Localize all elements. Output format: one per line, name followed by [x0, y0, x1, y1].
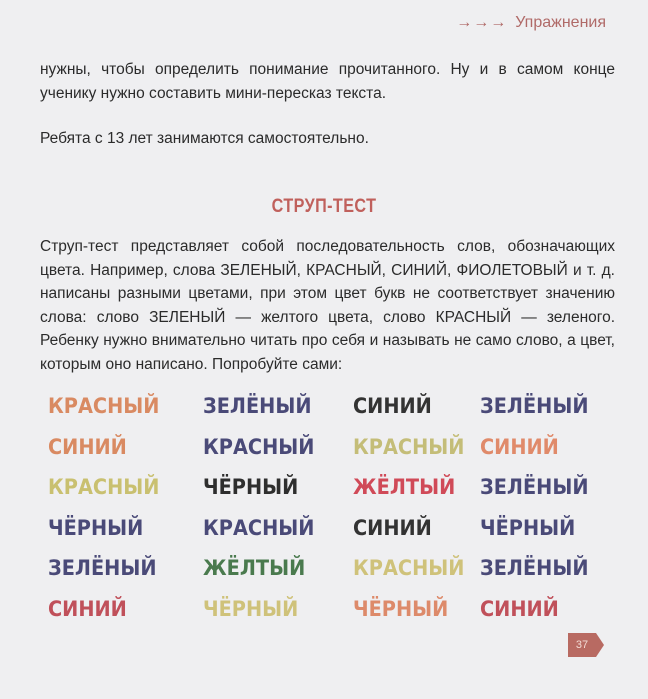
stroop-word: КРАСНЫЙ	[48, 394, 160, 418]
stroop-word: СИНИЙ	[480, 434, 559, 459]
section-name: Упражнения	[515, 14, 606, 31]
arrows-icon: →→→	[456, 14, 508, 31]
paragraph-intro: нужны, чтобы определить понимание прочитанного. Ну и в самом конце ученику нужно составить мини-пересказ текста.	[40, 61, 615, 102]
stroop-word: ЗЕЛЁНЫЙ	[203, 394, 312, 418]
stroop-word: СИНИЙ	[353, 394, 432, 418]
stroop-word: КРАСНЫЙ	[353, 556, 465, 580]
stroop-word: ЖЁЛТЫЙ	[203, 556, 306, 580]
stroop-word: СИНИЙ	[48, 596, 127, 621]
stroop-word: ЗЕЛЁНЫЙ	[480, 475, 589, 499]
stroop-word: ЧЁРНЫЙ	[48, 515, 144, 540]
stroop-word: ЧЁРНЫЙ	[203, 475, 299, 499]
paragraph-age: Ребята с 13 лет занимаются самостоятельно.	[40, 130, 369, 147]
running-header	[456, 14, 606, 32]
stroop-word: КРАСНЫЙ	[353, 434, 465, 459]
stroop-word: КРАСНЫЙ	[203, 434, 315, 459]
stroop-word: ЗЕЛЁНЫЙ	[480, 394, 589, 418]
stroop-word: ЗЕЛЁНЫЙ	[48, 556, 157, 580]
stroop-word: ЧЁРНЫЙ	[480, 515, 576, 540]
stroop-word: ЖЁЛТЫЙ	[353, 475, 456, 499]
stroop-word: ЧЁРНЫЙ	[203, 596, 299, 621]
page-number: 37	[568, 633, 596, 657]
stroop-word: КРАСНЫЙ	[48, 475, 160, 499]
section-title: СТРУП-ТЕСТ	[271, 196, 377, 217]
stroop-word: СИНИЙ	[480, 596, 559, 621]
stroop-word: СИНИЙ	[353, 515, 432, 540]
stroop-word: КРАСНЫЙ	[203, 515, 315, 540]
stroop-word: ЧЁРНЫЙ	[353, 596, 449, 621]
stroop-word: ЗЕЛЁНЫЙ	[480, 556, 589, 580]
stroop-word: СИНИЙ	[48, 434, 127, 459]
paragraph-stroop: Струп-тест представляет собой последовательность слов, обозначающих цвета. Например, слова ЗЕЛЕНЫЙ, КРАСНЫЙ, СИНИЙ, ФИОЛЕТОВЫЙ и т. д. написаны разными цветами, при этом цвет букв не соответствует значению слова: слово ЗЕЛЕНЫЙ — желтого цвета, слово КРАСНЫЙ — зеленого. Ребенку нужно внимательно читать про себя и называть не само слово, а цвет, которым оно написано. Попробуйте сами:	[40, 238, 615, 373]
